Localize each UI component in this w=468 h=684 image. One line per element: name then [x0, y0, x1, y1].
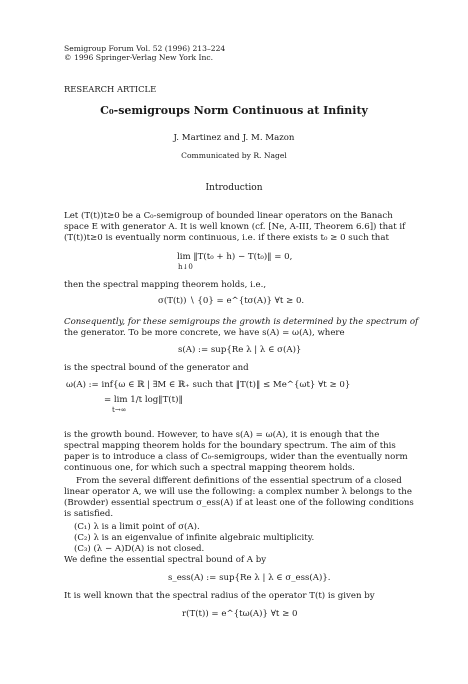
body-line: is the spectral bound of the generator and — [64, 363, 249, 373]
condition-c3: (C₃) (λ − A)D(A) is not closed. — [74, 544, 205, 554]
body-line: It is well known that the spectral radius of the operator T(t) is given by — [64, 591, 375, 601]
body-line: We define the essential spectral bound of A by — [64, 555, 267, 565]
paper-title: C₀-semigroups Norm Continuous at Infinity — [100, 104, 368, 117]
body-line: the generator. To be more concrete, we have s(A) = ω(A), where — [64, 328, 345, 338]
equation-4a: ω(A) := inf{ω ∈ ℝ | ∃M ∈ ℝ₊ such that ‖T(t)‖ ≤ Me^{ωt} ∀t ≥ 0} — [66, 380, 351, 390]
equation-5: s_ess(A) := sup{Re λ | λ ∈ σ_ess(A)}. — [168, 573, 331, 583]
body-line: then the spectral mapping theorem holds, i.e., — [64, 280, 267, 290]
condition-c1: (C₁) λ is a limit point of σ(A). — [74, 522, 200, 532]
body-line: is satisfied. — [64, 509, 114, 519]
equation-4b: = lim 1/t log‖T(t)‖ — [104, 395, 183, 405]
body-line: space E with generator A. It is well known (cf. [Ne, A-III, Theorem 6.6]) that if — [64, 222, 406, 232]
body-line: (T(t))t≥0 is eventually norm continuous, i.e. if there exists t₀ ≥ 0 such that — [64, 233, 389, 243]
equation-1-subscript: h↓0 — [178, 263, 193, 271]
body-line: spectral mapping theorem holds for the boundary spectrum. The aim of this — [64, 441, 396, 451]
equation-6: r(T(t)) = e^{tω(A)} ∀t ≥ 0 — [182, 609, 298, 619]
equation-4b-subscript: t→∞ — [112, 406, 127, 414]
body-line: continuous one, for which such a spectral mapping theorem holds. — [64, 463, 355, 473]
condition-c2: (C₂) λ is an eigenvalue of infinite algebraic multiplicity. — [74, 533, 315, 543]
authors: J. Martinez and J. M. Mazon — [173, 133, 295, 143]
body-line: (Browder) essential spectrum σ_ess(A) if at least one of the following conditions — [64, 498, 414, 508]
article-type: RESEARCH ARTICLE — [64, 84, 157, 94]
equation-2: σ(T(t)) ∖ {0} = e^{tσ(A)} ∀t ≥ 0. — [158, 296, 305, 306]
body-line: linear operator A, we will use the following: a complex number λ belongs to the — [64, 487, 412, 497]
body-line: paper is to introduce a class of C₀-semigroups, wider than the eventually norm — [64, 452, 408, 462]
equation-1: lim ‖T(t₀ + h) − T(t₀)‖ = 0, — [177, 252, 293, 262]
body-line: Let (T(t))t≥0 be a C₀-semigroup of bounded linear operators on the Banach — [64, 211, 393, 221]
body-line: is the growth bound. However, to have s(A) = ω(A), it is enough that the — [64, 430, 380, 440]
section-heading: Introduction — [205, 183, 263, 193]
body-line: Consequently, for these semigroups the growth is determined by the spectrum of — [64, 317, 419, 327]
equation-3: s(A) := sup{Re λ | λ ∈ σ(A)} — [178, 345, 302, 355]
journal-line: Semigroup Forum Vol. 52 (1996) 213–224 — [64, 44, 226, 53]
body-line: From the several different definitions of the essential spectrum of a closed — [76, 476, 402, 486]
copyright-line: © 1996 Springer-Verlag New York Inc. — [64, 53, 214, 62]
communicated-by: Communicated by R. Nagel — [181, 151, 287, 160]
